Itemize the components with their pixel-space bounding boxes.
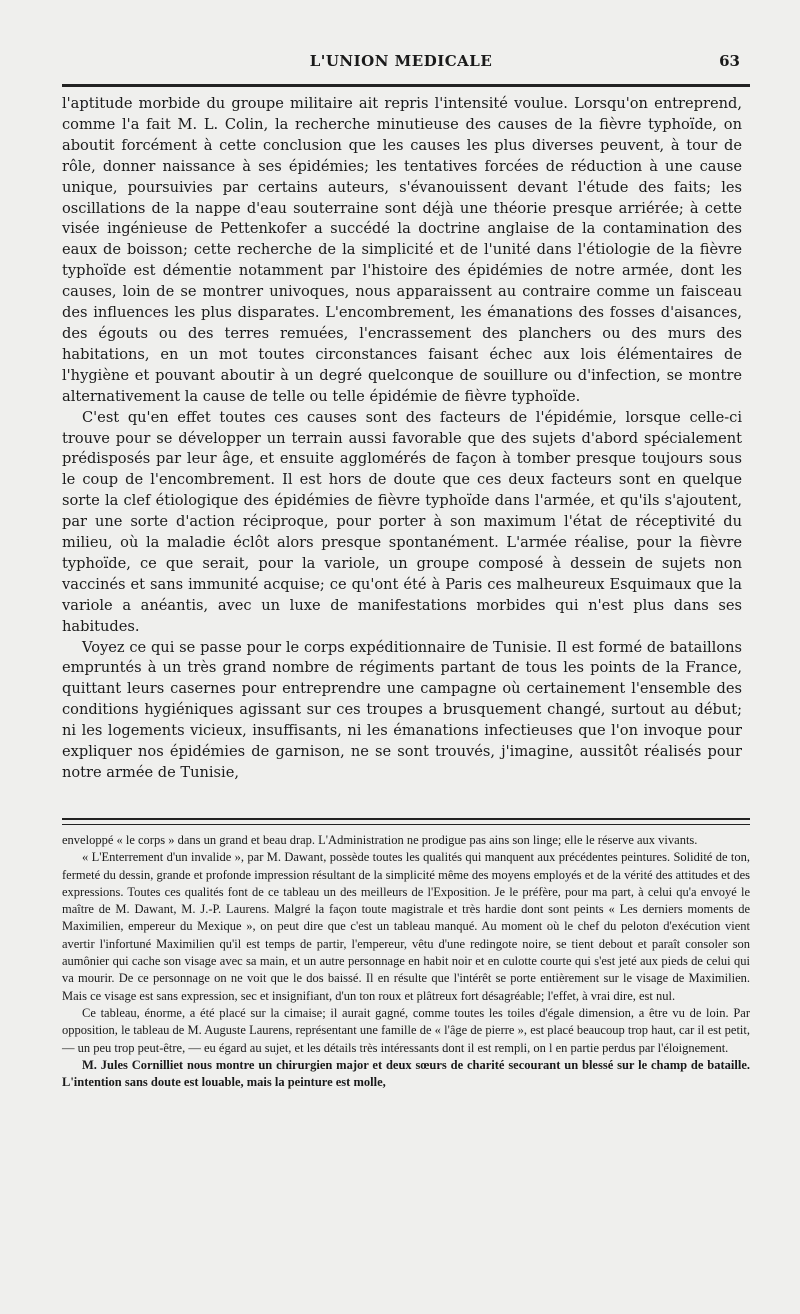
note-paragraph: Ce tableau, énorme, a été placé sur la cimaise; il aurait gagné, comme toutes les toiles d'égale dimension, a être vu de loin. Par opposition, le tableau de M. Auguste Laurens, représentant une famille de « l'âge de pierre », est placé beaucoup trop haut, car il est petit, — un peu trop peut-être, — eu égard au sujet, et les détails très intéressants dont il est rempli, on l en partie perdus par l'éloignement. — [62, 1005, 750, 1055]
main-text — [62, 94, 742, 784]
header-rule — [62, 84, 750, 87]
note-paragraph: M. Jules Cornilliet nous montre un chirurgien major et deux sœurs de charité secourant un blessé sur le champ de bataille. L'intention sans doute est louable, mais la peinture est molle, — [62, 1057, 750, 1090]
note-paragraph: « L'Enterrement d'un invalide », par M. Dawant, possède toutes les qualités qui manquent aux précédentes peintures. Solidité de ton, fermeté du dessin, grande et profonde impression résultant de la simplicité même des moyens employés et de la vérité des attitudes et des expressions. Toutes ces qualités font de ce tableau un des meilleurs de l'Exposition. Je le préfère, pour ma part, à celui qu'a envoyé le maître de M. Dawant, M. J.-P. Laurens. Malgré la façon toute magistrale et très hardie dont sont peints « Les derniers moments de Maximilien, empereur du Mexique », on peut dire que c'est un tableau manqué. Au moment où le chef du peloton d'exécution vient avertir l'infortuné Maximilien qu'il est temps de partir, l'empereur, vêtu d'une redingote noire, se tient debout et paraît consoler son aumônier qui cache son visage avec sa main, et un autre personnage en habit noir et en culotte courte qui s'est jeté aux pieds de celui qui va mourir. De ce personnage on ne voit que le dos baissé. Il en résulte que l'intérêt se porte entièrement sur le visage de Maximilien. Mais ce visage est sans expression, sec et insignifiant, d'un ton roux et plâtreux fort désagréable; l'effet, à vrai dire, est nul. — [62, 850, 750, 1003]
feuilleton-text — [62, 832, 750, 1091]
note-paragraph: enveloppé « le corps » dans un grand et beau drap. L'Administration ne prodigue pas ains son linge; elle le réserve aux vivants. — [62, 833, 698, 847]
footnote-rule-thin — [62, 824, 750, 825]
running-head: L'UNION MEDICALE — [309, 52, 493, 70]
body-paragraph: C'est qu'en effet toutes ces causes sont des facteurs de l'épidémie, lorsque celle-ci trouve pour se développer un terrain aussi favorable que des sujets d'abord spécialement prédisposés par leur âge, et ensuite agglomérés de façon à tomber presque toujours sous le coup de l'encombrement. Il est hors de doute que ces deux facteurs sont en quelque sorte la clef étiologique des épidémies de fièvre typhoïde dans l'armée, et qu'ils s'ajoutent, par une sorte d'action réciproque, pour porter à son maximum l'état de réceptivité du milieu, où la maladie éclôt alors presque spontanément. L'armée réalise, pour la fièvre typhoïde, ce que serait, pour la variole, un groupe composé à dessein de sujets non vaccinés et sans immunité acquise; ce qu'ont été à Paris ces malheureux Esquimaux que la variole a anéantis, avec un luxe de manifestations morbides qui n'est plus dans ses habitudes. — [62, 408, 742, 635]
body-paragraph: Voyez ce qui se passe pour le corps expéditionnaire de Tunisie. Il est formé de bataillons empruntés à un très grand nombre de régiments partant de tous les points de la France, quittant leurs casernes pour entreprendre une campagne où certainement l'ensemble des conditions hygiéniques agissant sur ces troupes a brusquement changé, surtout au début; ni les logements vicieux, insuffisants, ni les émanations infectieuses que l'on invoque pour expliquer nos épidémies de garnison, ne se sont trouvés, j'imagine, aussitôt réalisés pour notre armée de Tunisie, — [62, 638, 742, 781]
page-header — [62, 52, 740, 76]
body-paragraph: l'aptitude morbide du groupe militaire ait repris l'intensité voulue. Lorsqu'on entreprend, comme l'a fait M. L. Colin, la recherche minutieuse des causes de la fièvre typhoïde, on aboutit forcément à cette conclusion que les causes les plus diverses peuvent, à tour de rôle, donner naissance à ses épidémies; les tentatives forcées de réduction à une cause unique, poursuivies par certains auteurs, s'évanouissent devant l'étude des faits; les oscillations de la nappe d'eau souterraine sont déjà une théorie presque arriérée; à cette visée ingénieuse de Pettenkofer a succédé la doctrine anglaise de la contamination des eaux de boisson; cette recherche de la simplicité et de l'unité dans l'étiologie de la fièvre typhoïde est démentie notamment par l'histoire des épidémies de notre armée, dont les causes, loin de se montrer univoques, nous apparaissent au contraire comme un faisceau des influences les plus disparates. L'encombrement, les émanations des fosses d'aisances, des égouts ou des terres remuées, l'encrassement des planchers ou des murs des habitations, en un mot toutes circonstances faisant échec aux lois élémentaires de l'hygiène et pouvant aboutir à un degré quelconque de souillure ou d'infection, se montre alternativement la cause de telle ou telle épidémie de fièvre typhoïde. — [62, 95, 742, 405]
page-number: 63 — [719, 52, 740, 70]
footnote-rule — [62, 818, 750, 820]
